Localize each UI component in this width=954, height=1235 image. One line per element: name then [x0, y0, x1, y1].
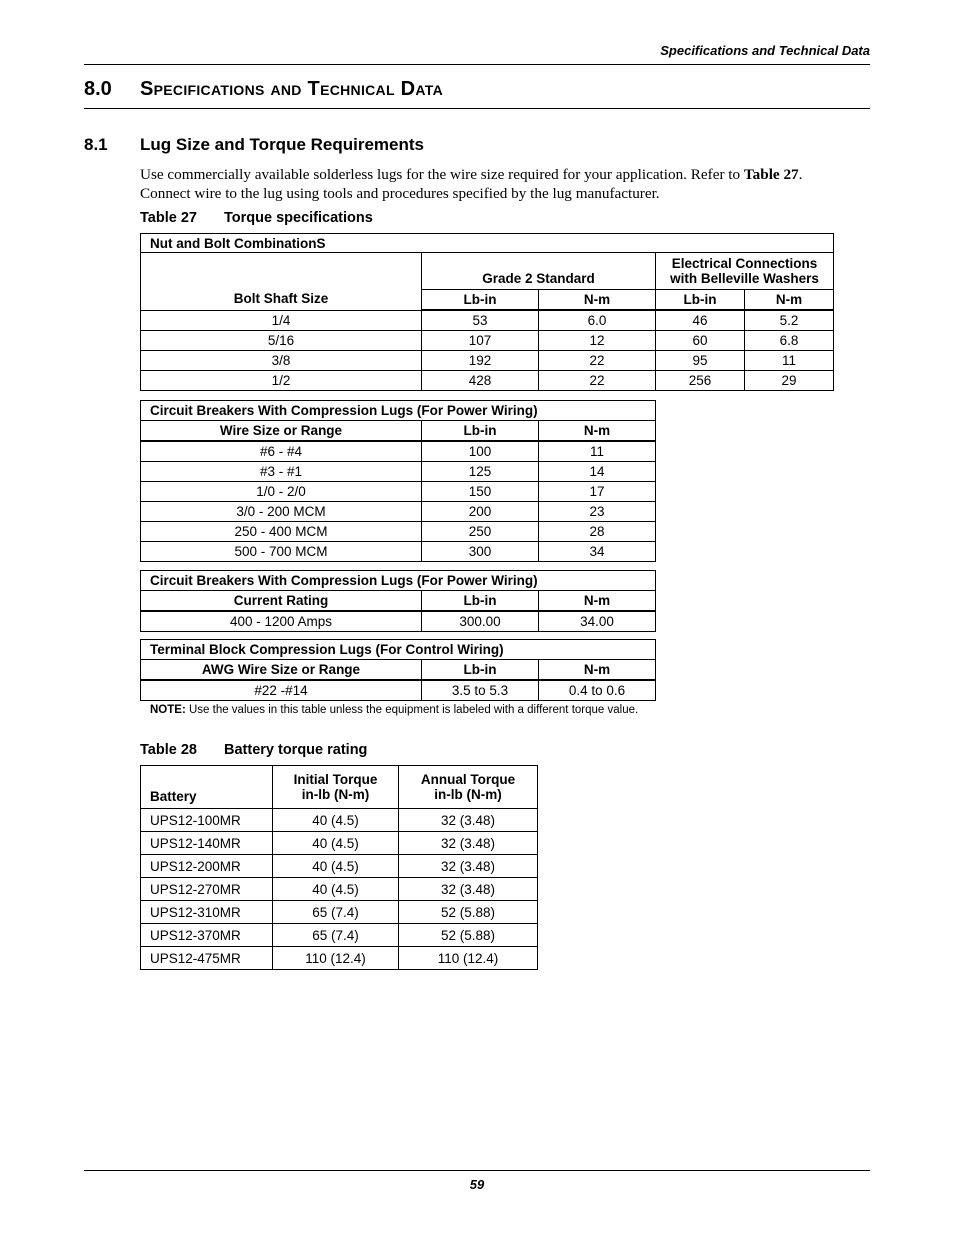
col-lbin: Lb-in	[422, 591, 539, 612]
cell: UPS12-100MR	[141, 809, 273, 832]
battery-torque-table	[140, 765, 538, 970]
table-row	[141, 482, 656, 502]
table-row	[141, 855, 538, 878]
cell: 52 (5.88)	[399, 901, 538, 924]
cell: UPS12-370MR	[141, 924, 273, 947]
cell: 65 (7.4)	[273, 901, 399, 924]
col-electrical-line1: Electrical Connections	[671, 256, 818, 271]
cell: 28	[539, 522, 656, 542]
intro-table-ref[interactable]: Table 27	[743, 166, 799, 183]
cell: 500 - 700 MCM	[141, 542, 422, 562]
col-annual-line1: Annual Torque	[420, 772, 516, 787]
intro-text-a: Use commercially available solderless lugs for the wire size required for your application. Refer to	[140, 166, 744, 183]
cell: 34	[539, 542, 656, 562]
table-row	[141, 924, 538, 947]
table28-caption	[140, 742, 367, 758]
table-note	[150, 704, 638, 716]
table27-caption	[140, 210, 373, 226]
cell: UPS12-475MR	[141, 947, 273, 970]
cell: 1/0 - 2/0	[141, 482, 422, 502]
cell: 3/8	[141, 351, 422, 371]
nut-bolt-table	[140, 233, 834, 391]
col-grade2-standard: Grade 2 Standard	[422, 253, 656, 290]
col-grade2-nm: N-m	[539, 290, 656, 311]
cell: 1/2	[141, 371, 422, 391]
table27-caption-title: Torque specifications	[224, 210, 373, 226]
header-rule	[84, 64, 870, 65]
cell: 46	[656, 310, 745, 331]
cell: 107	[422, 331, 539, 351]
intro-text-b: . Connect wire to the lug using tools and procedures specified by the lug manufacturer.	[140, 166, 803, 202]
col-nm: N-m	[539, 591, 656, 612]
col-lbin: Lb-in	[422, 421, 539, 442]
cell: 17	[539, 482, 656, 502]
table-row	[141, 310, 834, 331]
cell: UPS12-200MR	[141, 855, 273, 878]
breakers-current-title: Circuit Breakers With Compression Lugs (For Power Wiring)	[141, 571, 656, 591]
cell: 5/16	[141, 331, 422, 351]
section-title: Specifications and Technical Data	[140, 78, 444, 100]
table-row	[141, 351, 834, 371]
cell: 53	[422, 310, 539, 331]
subsection-title: Lug Size and Torque Requirements	[140, 135, 424, 154]
col-elec-nm: N-m	[745, 290, 834, 311]
cell: 32 (3.48)	[399, 878, 538, 901]
cell: 52 (5.88)	[399, 924, 538, 947]
table-row	[141, 947, 538, 970]
cell: 14	[539, 462, 656, 482]
col-bolt-shaft-size: Bolt Shaft Size	[141, 253, 422, 311]
cell: 300.00	[422, 611, 539, 632]
cell: #3 - #1	[141, 462, 422, 482]
cell: 428	[422, 371, 539, 391]
table-row	[141, 680, 656, 701]
cell: 60	[656, 331, 745, 351]
cell: 5.2	[745, 310, 834, 331]
col-electrical-line2: with Belleville Washers	[670, 271, 819, 286]
terminal-block-table	[140, 639, 656, 701]
table28-caption-number: Table 28	[140, 742, 197, 758]
cell: 32 (3.48)	[399, 809, 538, 832]
table-row	[141, 809, 538, 832]
col-battery: Battery	[141, 766, 273, 809]
cell: 40 (4.5)	[273, 855, 399, 878]
cell: 192	[422, 351, 539, 371]
running-header: Specifications and Technical Data	[660, 43, 870, 58]
cell: #22 -#14	[141, 680, 422, 701]
breakers-current-table	[140, 570, 656, 632]
cell: 65 (7.4)	[273, 924, 399, 947]
cell: 256	[656, 371, 745, 391]
nut-bolt-title: Nut and Bolt CombinationS	[141, 234, 834, 253]
col-grade2-lbin: Lb-in	[422, 290, 539, 311]
breakers-wire-table	[140, 400, 656, 562]
col-elec-lbin: Lb-in	[656, 290, 745, 311]
table-row	[141, 462, 656, 482]
cell: 12	[539, 331, 656, 351]
cell: 34.00	[539, 611, 656, 632]
cell: 125	[422, 462, 539, 482]
cell: 11	[745, 351, 834, 371]
table-row	[141, 331, 834, 351]
cell: 40 (4.5)	[273, 832, 399, 855]
col-awg-wire-size: AWG Wire Size or Range	[141, 660, 422, 681]
col-wire-size: Wire Size or Range	[141, 421, 422, 442]
cell: 22	[539, 351, 656, 371]
cell: #6 - #4	[141, 441, 422, 462]
table-row	[141, 901, 538, 924]
cell: 300	[422, 542, 539, 562]
note-text: Use the values in this table unless the equipment is labeled with a different torque value.	[185, 704, 639, 716]
table-row	[141, 878, 538, 901]
col-current-rating: Current Rating	[141, 591, 422, 612]
page-number: 59	[469, 1177, 485, 1192]
cell: UPS12-140MR	[141, 832, 273, 855]
breakers-wire-title: Circuit Breakers With Compression Lugs (For Power Wiring)	[141, 401, 656, 421]
cell: 3.5 to 5.3	[422, 680, 539, 701]
cell: 40 (4.5)	[273, 809, 399, 832]
cell: 40 (4.5)	[273, 878, 399, 901]
cell: 6.0	[539, 310, 656, 331]
footer-rule	[84, 1170, 870, 1171]
cell: 200	[422, 502, 539, 522]
cell: 32 (3.48)	[399, 832, 538, 855]
section-rule	[84, 108, 870, 109]
terminal-block-title: Terminal Block Compression Lugs (For Control Wiring)	[141, 640, 656, 660]
section-number: 8.0	[84, 78, 112, 100]
col-initial-line1: Initial Torque	[293, 772, 378, 787]
col-nm: N-m	[539, 660, 656, 681]
table27-caption-number: Table 27	[140, 210, 197, 226]
cell: 3/0 - 200 MCM	[141, 502, 422, 522]
cell: 110 (12.4)	[273, 947, 399, 970]
table28-caption-title: Battery torque rating	[224, 742, 368, 758]
cell: UPS12-270MR	[141, 878, 273, 901]
cell: 100	[422, 441, 539, 462]
table-row	[141, 542, 656, 562]
cell: 29	[745, 371, 834, 391]
cell: 0.4 to 0.6	[539, 680, 656, 701]
cell: 6.8	[745, 331, 834, 351]
table-row	[141, 522, 656, 542]
cell: UPS12-310MR	[141, 901, 273, 924]
cell: 22	[539, 371, 656, 391]
table-row	[141, 371, 834, 391]
cell: 11	[539, 441, 656, 462]
note-label: NOTE:	[150, 704, 186, 716]
col-initial-line2: in-lb (N-m)	[301, 787, 370, 802]
cell: 400 - 1200 Amps	[141, 611, 422, 632]
col-annual-line2: in-lb (N-m)	[434, 787, 502, 802]
cell: 250 - 400 MCM	[141, 522, 422, 542]
col-lbin: Lb-in	[422, 660, 539, 681]
cell: 23	[539, 502, 656, 522]
cell: 250	[422, 522, 539, 542]
col-initial-torque	[273, 766, 399, 809]
table-row	[141, 832, 538, 855]
col-electrical-connections	[656, 253, 834, 290]
col-annual-torque	[399, 766, 538, 809]
table-row	[141, 441, 656, 462]
cell: 32 (3.48)	[399, 855, 538, 878]
cell: 110 (12.4)	[399, 947, 538, 970]
cell: 95	[656, 351, 745, 371]
intro-paragraph	[140, 165, 855, 203]
cell: 1/4	[141, 310, 422, 331]
col-nm: N-m	[539, 421, 656, 442]
table-row	[141, 502, 656, 522]
cell: 150	[422, 482, 539, 502]
subsection-number: 8.1	[84, 135, 108, 154]
table-row	[141, 611, 656, 632]
